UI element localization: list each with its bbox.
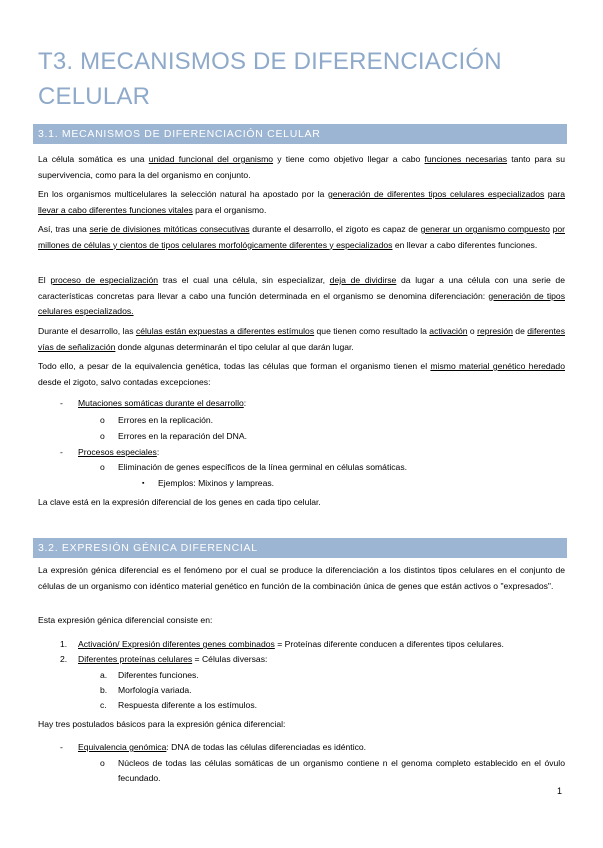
- paragraph-natural-selection: En los organismos multicelulares la selección natural ha apostado por la generación de diferentes tipos celulares especializados para llevar a cabo diferentes funciones vitales para el organismo.: [38, 189, 565, 215]
- paragraph-postulates: Hay tres postulados básicos para la expresión génica diferencial:: [38, 719, 286, 729]
- paragraph-mitotic-divisions: Así, tras una serie de divisiones mitóticas consecutivas durante el desarrollo, el zigoto es capaz de generar un organismo compuesto por millones de células y cientos de tipos celulares morfológicamente diferentes y especializados en llevar a cabo diferentes funciones.: [38, 224, 565, 250]
- list-dash: -: [60, 447, 63, 457]
- page-title: T3. MECANISMOS DE DIFERENCIACIÓN CELULAR: [38, 48, 502, 110]
- list-dash: -: [60, 398, 63, 408]
- list-number: 1.: [60, 639, 68, 649]
- paragraph-differential-expression: La expresión génica diferencial es el fenómeno por el cual se produce la diferenciación a los distintos tipos celulares en el conjunto de células de un organismo con idéntico material genético en función de la combinación única de genes que están activos o "expresados".: [38, 565, 565, 591]
- list-item-special-processes: Procesos especiales:: [78, 447, 160, 457]
- ordered-subitem-response: Respuesta diferente a los estímulos.: [118, 700, 258, 710]
- paragraph-key: La clave está en la expresión diferencial de los genes en cada tipo celular.: [38, 497, 321, 507]
- list-letter: b.: [100, 685, 108, 695]
- list-number: 2.: [60, 654, 68, 664]
- list-subitem-repair-errors: Errores en la reparación del DNA.: [118, 431, 247, 441]
- list-subsubitem-examples: Ejemplos: Mixinos y lampreas.: [158, 478, 275, 488]
- sub-bullet: o: [100, 431, 105, 441]
- list-letter: a.: [100, 670, 108, 680]
- paragraph-somatic-cell: La célula somática es una unidad funcional del organismo y tiene como objetivo llegar a cabo funciones necesarias tanto para su supervivencia, como para la del organismo en conjunto.: [38, 154, 565, 180]
- paragraph-specialization: El proceso de especialización tras el cual una célula, sin especializar, deja de dividirse da lugar a una célula con una serie de características concretas para llevar a cabo una función determinada en el organismo se denomina diferenciación: generación de tipos celulares especializados.: [38, 275, 565, 316]
- list-item-genomic-equivalence: Equivalencia genómica: DNA de todas las células diferenciadas es idéntico.: [78, 742, 367, 752]
- list-subitem-nuclei: Núcleos de todas las células somáticas de un organismo contiene n el genoma completo establecido en el óvulo fecundado.: [118, 758, 565, 783]
- section-heading-3-1: 3.1. MECANISMOS DE DIFERENCIACIÓN CELULAR: [33, 124, 567, 144]
- sub-bullet: o: [100, 462, 105, 472]
- list-subitem-replication-errors: Errores en la replicación.: [118, 415, 214, 425]
- paragraph-genetic-equivalence: Todo ello, a pesar de la equivalencia genética, todas las células que forman el organismo tienen el mismo material genético heredado desde el zigoto, salvo contadas excepciones:: [38, 361, 565, 387]
- paragraph-consists: Esta expresión génica diferencial consiste en:: [38, 615, 213, 625]
- list-item-somatic-mutations: Mutaciones somáticas durante el desarrollo:: [78, 398, 247, 408]
- ordered-item-activation: Activación/ Expresión diferentes genes combinados = Proteínas diferente conducen a diferentes tipos celulares.: [78, 639, 504, 649]
- paragraph-stimuli: Durante el desarrollo, las células están expuestas a diferentes estímulos que tienen como resultado la activación o represión de diferentes vías de señalización donde algunas determinarán el tipo celular al que darán lugar.: [38, 326, 565, 352]
- ordered-subitem-functions: Diferentes funciones.: [118, 670, 199, 680]
- list-letter: c.: [100, 700, 107, 710]
- page-number: 1: [557, 786, 563, 796]
- list-dash: -: [60, 742, 63, 752]
- square-bullet-icon: ▪: [142, 480, 145, 487]
- ordered-subitem-morphology: Morfología variada.: [118, 685, 192, 695]
- sub-bullet: o: [100, 415, 105, 425]
- sub-bullet: o: [100, 758, 105, 768]
- list-subitem-gene-elimination: Eliminación de genes específicos de la línea germinal en células somáticas.: [118, 462, 408, 472]
- section-heading-3-2: 3.2. EXPRESIÓN GÉNICA DIFERENCIAL: [33, 538, 567, 558]
- ordered-item-proteins: Diferentes proteínas celulares = Células diversas:: [78, 654, 268, 664]
